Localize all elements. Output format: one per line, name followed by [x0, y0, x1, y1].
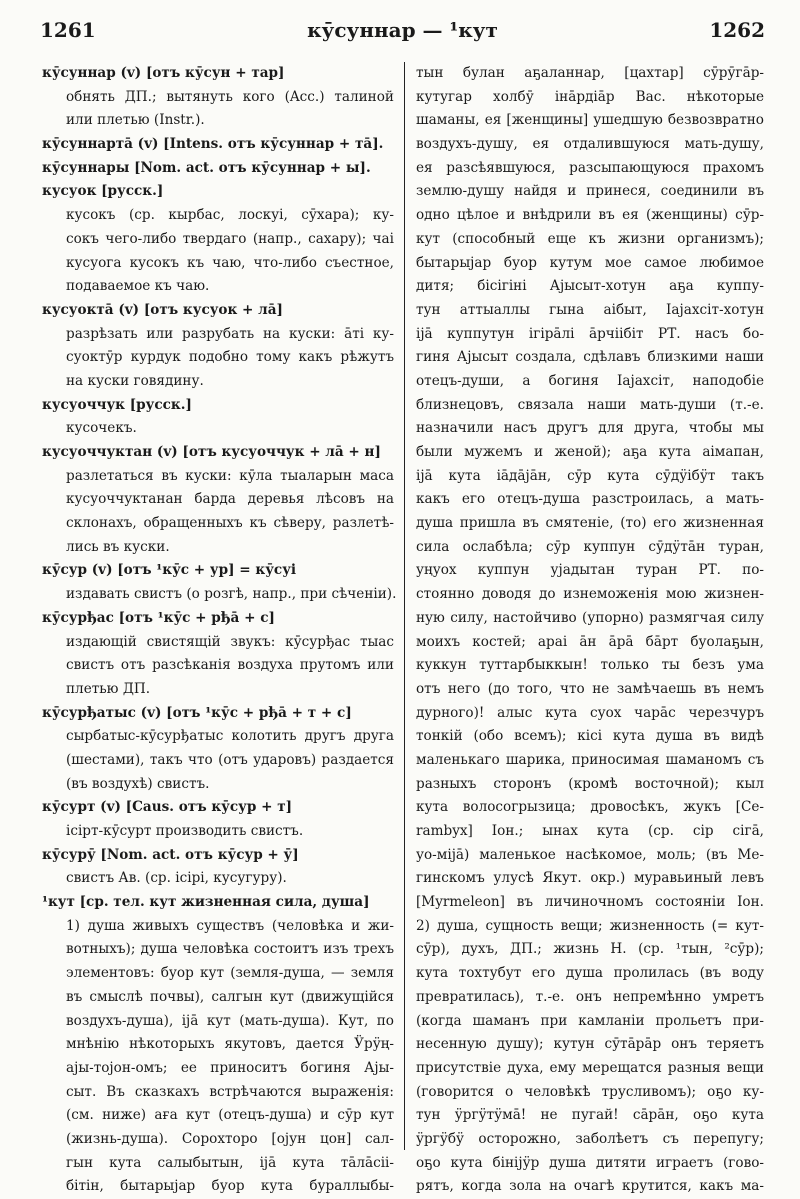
text-line: лись въ куски.: [66, 538, 170, 555]
text-line: гын кута салыбытын, iјā кута тāлāсiі-: [66, 1154, 394, 1171]
text-line: въ смыслѣ почвы), салгын кут (движущійся: [66, 988, 394, 1005]
text-line: кусуок [русск.]: [42, 183, 164, 200]
right-column: [416, 62, 764, 1195]
text-line: уо-мiјā) маленькое насѣкомое, моль; (въ Ме-: [416, 846, 764, 863]
text-line: стоянно доводя до изнеможенія мою жизнен-: [416, 586, 764, 603]
text-line: сила ослабѣла; сӯр куппун сӯдӱтāн туран,: [416, 538, 764, 555]
text-line: [Myrmeleon] въ личиночномъ состояніи Іон.: [416, 894, 764, 911]
text-line: (говорится о человѣкѣ трусливомъ); оҕо ку-: [416, 1083, 764, 1100]
text-line: маленькаго шарика, приносимая шаманомъ съ: [416, 751, 764, 768]
text-line: склонахъ, обращенныхъ къ сѣверу, разлетѣ-: [66, 515, 394, 532]
page-header: [40, 18, 765, 44]
text-line: 1) душа живыхъ существъ (человѣка и жи-: [66, 917, 394, 934]
text-line: дитя; бiсiгiнi Ајысыт-хотун аҕа куппу-: [416, 278, 764, 295]
left-column: [42, 62, 397, 1195]
text-line: куккун туттарбыккын! только ты безъ ума: [416, 657, 764, 674]
text-line: были мужемъ и женой); аҕа кута аiмапан,: [416, 444, 764, 460]
text-line: тун аттыаллы гына аiбыт, Iајахсiт-хотун: [416, 301, 764, 318]
text-line: iјā кута iāдāјāн, сӯр кута сӯдӱiбӱт такъ: [416, 467, 764, 484]
text-line: (шестами), такъ что (отъ ударовъ) раздается: [66, 751, 394, 768]
column-divider: [404, 62, 405, 1150]
text-line: кӯсурӯ [Nom. act. отъ кӯсур + ӯ]: [42, 846, 299, 863]
text-line: отецъ-души, а богиня Iајахсiт, наподобіе: [416, 372, 764, 389]
text-line: сӯр), духъ, ДП.; жизнь Н. (ср. ¹тын, ²сӯр);: [416, 941, 764, 958]
text-line: ея разсѣявшуюся, разсыпающуюся прахомъ: [416, 159, 764, 176]
text-line: 2) душа, сущность вещи; жизненность (= кут-: [416, 917, 764, 934]
text-line: кусуоччуктанан барда деревья лѣсовъ на: [66, 491, 394, 508]
text-line: тын булан аҕаланнар, [цахтар] сӯрӯгāр-: [416, 65, 764, 81]
text-line: кӯсуннар (v) [отъ кӯсун + тар]: [42, 65, 285, 81]
text-line: сокъ чего-либо твердаго (напр., сахару); чаі: [66, 230, 394, 247]
text-line: кута тохтубут его душа пролилась (въ воду: [416, 965, 764, 982]
text-line: отъ него (до того, что не замѣчаешь въ немъ: [416, 680, 764, 697]
text-line: ӱргӱбӱ осторожно, заболѣетъ съ перепугу;: [416, 1130, 764, 1147]
text-line: разлетаться въ куски: кӯла тыаларын маса: [66, 467, 394, 484]
text-line: кусочекъ.: [66, 420, 137, 437]
text-line: кусуоччук [русск.]: [42, 396, 192, 413]
text-line: издающій свистящій звукъ: кӯсурђас тыас: [66, 633, 394, 650]
text-line: кӯсур (v) [отъ ¹кӯс + ур] = кӯсуі: [42, 562, 297, 579]
text-line: свистъ Ав. (ср. iсiрi, кусугуру).: [66, 870, 287, 887]
page-number-right: 1262: [709, 18, 765, 42]
text-line: плетью ДП.: [66, 680, 151, 697]
text-line: уңуох куппун уjадытан туран РТ. по-: [416, 562, 764, 579]
text-line: сырбатыс-кӯсурђатыс колотить другъ друга: [66, 728, 394, 745]
text-line: кусокъ (ср. кырбас, лоскуі, сӯхара); ку-: [66, 207, 394, 224]
text-line: разрѣзать или разрубать на куски: āтi ку-: [66, 325, 394, 342]
text-line: кута волосогрызица; дровосѣкъ, жукъ [Ce-: [416, 799, 764, 816]
text-line: назначили насъ другъ для друга, чтобы мы: [416, 420, 764, 437]
text-line: присутствіе духа, ему мерещатся разныя вещи: [416, 1059, 764, 1076]
text-line: сыт. Въ сказкахъ встрѣчаются выраженія:: [66, 1083, 394, 1100]
text-line: вотныхъ); душа человѣка состоитъ изъ трехъ: [66, 941, 394, 958]
text-line: (см. ниже) аға кут (отецъ-душа) и сӯр кут: [66, 1107, 394, 1124]
text-line: кӯсурђас [отъ ¹кӯс + рђā + с]: [42, 609, 275, 626]
text-line: землю-душу найдя и принеся, соединили въ: [416, 183, 764, 200]
text-line: рятъ, когда зола на очагѣ крутится, какъ ма-: [416, 1178, 764, 1195]
text-line: разныхъ сторонъ (кромѣ восточной); кыл: [416, 775, 764, 792]
text-line: ајы-тојон-омъ; ее приноситъ богиня Ајы-: [66, 1059, 394, 1076]
text-line: rambyx] Іон.; ынах кута (ср. сiр сiгā,: [416, 823, 764, 839]
text-line: (жизнь-душа). Сорохторо [ојун цон] сал-: [66, 1130, 394, 1147]
text-line: кусуога кусокъ къ чаю, что-либо съестное,: [66, 254, 394, 271]
text-line: несенную душу); кутун сӯтāрāр онъ теряетъ: [416, 1036, 764, 1053]
text-line: кусуоччуктан (v) [отъ кусуоччук + лā + н]: [42, 444, 381, 460]
text-line: обнять ДП.; вытянуть кого (Acc.) талиной: [66, 88, 394, 105]
text-line: близнецовъ, связала наши мать-души (т.-е.: [416, 396, 764, 413]
text-line: iсiрт-кӯсурт производить свистъ.: [66, 823, 304, 839]
text-line: на куски говядину.: [66, 372, 204, 389]
text-line: (въ воздухѣ) свистъ.: [66, 775, 210, 792]
text-line: или плетью (Instr.).: [66, 112, 205, 129]
text-line: бiтiн, бытарыјар буор кута бураллыбы-: [66, 1178, 394, 1195]
text-line: суоктӯр курдук подобно тому какъ рѣжутъ: [66, 349, 394, 366]
text-line: свистъ отъ разсѣканія воздуха прутомъ или: [66, 657, 394, 674]
text-line: душа пришла въ смятеніе, (то) его жизненная: [416, 515, 764, 532]
text-line: кӯсурђатыс (v) [отъ ¹кӯс + рђā + т + с]: [42, 704, 352, 721]
text-line: кӯсурт (v) [Caus. отъ кӯсур + т]: [42, 799, 293, 816]
page-number-left: 1261: [40, 18, 96, 42]
text-line: кут (способный еще къ жизни организмъ);: [416, 230, 764, 247]
text-line: издавать свистъ (о розгѣ, напр., при сѣченіи).: [66, 586, 397, 603]
text-line: ¹кут [ср. тел. кут жизненная сила, душа]: [42, 894, 370, 911]
text-line: iјā куппутун iгiрāлi āрчiiбiт РТ. насъ бо-: [416, 325, 764, 342]
text-line: гиня Ајысыт создала, сдѣлавъ близкими наши: [416, 349, 764, 366]
text-line: подаваемое къ чаю.: [66, 278, 210, 295]
text-line: кусуоктā (v) [отъ кусуок + лā]: [42, 301, 283, 318]
text-line: тонкій (обо всемъ); кiсi кута душа въ видѣ: [416, 728, 764, 745]
text-line: кӯсуннары [Nom. act. отъ кӯсуннар + ы].: [42, 159, 371, 176]
text-line: шаманы, ея [женщины] ушедшую безвозвратно: [416, 112, 764, 129]
text-line: элементовъ: буор кут (земля-душа, — земля: [66, 965, 394, 982]
running-head: кӯсуннар — ¹кут: [307, 18, 498, 42]
text-line: гинскомъ улусѣ Якут. окр.) муравьиный левъ: [416, 870, 764, 887]
text-line: кӯсуннартā (v) [Intens. отъ кӯсуннар + тā].: [42, 136, 384, 153]
text-line: моихъ костей; араі āн āрā бāрт буолаҕын,: [416, 633, 764, 650]
text-line: дурного)! алыс кута суох чарāс черезчуръ: [416, 704, 764, 721]
text-line: ную силу, настойчиво (упорно) размягчая силу: [416, 609, 764, 626]
text-line: (когда шаманъ при камланіи прольетъ при-: [416, 1012, 764, 1029]
text-line: кутугар холбӯ iнāрдiāр Вас. нѣкоторые: [416, 88, 764, 105]
text-line: воздухъ-душа), iјā кут (мать-душа). Кут, по: [66, 1012, 394, 1029]
text-line: воздухъ-душу, ея отдалившуюся мать-душу,: [416, 136, 764, 153]
text-line: какъ его отецъ-душа разстроилась, а мать-: [416, 491, 764, 508]
text-line: оҕо кута бiнiјӱр душа дитяти играетъ (гово-: [416, 1154, 764, 1171]
text-line: тун ӱргӱтӱмā! не пугай! сāрāн, оҕо кута: [416, 1107, 764, 1124]
text-line: мнѣнію нѣкоторыхъ якутовъ, дается Ӱрӱң-: [66, 1036, 394, 1053]
text-line: одно цѣлое и внѣдрили въ ея (женщины) сӯр-: [416, 207, 764, 224]
text-line: превратилась), т.-е. онъ непремѣнно умретъ: [416, 988, 764, 1005]
text-line: бытарыјар буор кутум мое самое любимое: [416, 254, 764, 271]
